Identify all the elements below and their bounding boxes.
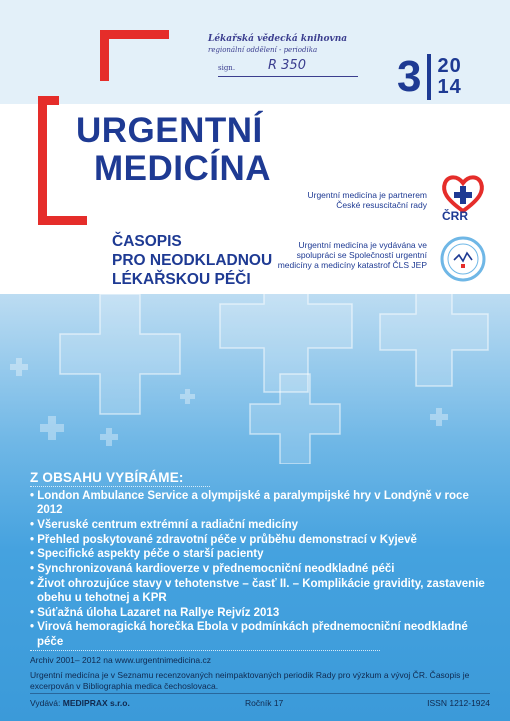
issue-num: 3 bbox=[397, 52, 422, 101]
publisher bbox=[30, 698, 130, 708]
journal-title bbox=[76, 112, 271, 188]
red-bracket-left bbox=[38, 96, 59, 165]
toc-list bbox=[30, 489, 490, 649]
stamp-signature: R 350 bbox=[268, 58, 306, 73]
journal-subtitle bbox=[112, 232, 272, 289]
subtitle-line-1: ČASOPIS bbox=[112, 233, 182, 250]
red-bracket-top bbox=[100, 30, 169, 81]
issue-year-bottom: 14 bbox=[437, 76, 462, 98]
footer-divider bbox=[30, 650, 380, 651]
toc-item: • Všeruské centrum extrémní a radiační medicíny bbox=[30, 518, 490, 532]
toc-item: • Přehled poskytované zdravotní péče v průběhu demonstrací v Kyjevě bbox=[30, 533, 490, 547]
issue-year bbox=[437, 56, 461, 98]
stamp-signature-line bbox=[218, 60, 358, 77]
title-line-2: MEDICÍNA bbox=[94, 149, 272, 188]
issn: ISSN 1212-1924 bbox=[427, 698, 490, 708]
stamp-line-2: regionální oddělení - periodika bbox=[208, 46, 318, 54]
subtitle-line-3: LÉKAŘSKOU PÉČI bbox=[112, 271, 251, 288]
toc-item: • Súťažná úloha Lazaret na Rallye Rejvíz 2013 bbox=[30, 606, 490, 620]
publisher-name: MEDIPRAX s.r.o. bbox=[62, 698, 130, 708]
issue-year-top: 20 bbox=[437, 55, 462, 77]
publisher-label: Vydává: bbox=[30, 698, 61, 708]
stamp-signature-prefix: sign. bbox=[218, 64, 236, 72]
toc-item: • Synchronizovaná kardioverze v přednemocniční neodkladné péči bbox=[30, 562, 490, 576]
library-stamp bbox=[208, 34, 358, 90]
toc-item: • London Ambulance Service a olympijské a paralympijské hry v Londýně v roce 2012 bbox=[30, 489, 490, 517]
decorative-crosses bbox=[0, 294, 510, 464]
table-of-contents bbox=[30, 470, 490, 649]
bottom-divider bbox=[30, 693, 490, 694]
toc-item: • Život ohrozujúce stavy v tehotenstve – časť II. – Komplikácie gravidity, zastavenie obehu u tehotnej a KPR bbox=[30, 577, 490, 605]
toc-heading: Z OBSAHU VYBÍRÁME: bbox=[30, 470, 210, 487]
crr-partner-text: Urgentní medicína je partnerem České resuscitační rady bbox=[307, 190, 427, 210]
volume: Ročník 17 bbox=[245, 698, 284, 708]
toc-item: • Virová hemoragická horečka Ebola v podmínkách přednemocniční neodkladné péče bbox=[30, 620, 490, 648]
crr-logo-label: ČRR bbox=[442, 209, 468, 223]
issue-divider bbox=[427, 54, 431, 100]
title-line-1: URGENTNÍ bbox=[76, 111, 263, 150]
jep-partner-text: Urgentní medicína je vydávána ve spolupráci se Společností urgentní medicíny a medicíny katastrof ČLS JEP bbox=[277, 240, 427, 270]
archive-note: Archiv 2001– 2012 na www.urgentnimedicina.cz bbox=[30, 655, 211, 665]
society-seal-icon bbox=[440, 236, 486, 282]
register-note: Urgentní medicína je v Seznamu recenzovaných neimpaktovaných periodik Rady pro výzkum a vývoj ČR. Časopis je excerpován v Bibliographia medica čechoslovaca. bbox=[30, 670, 470, 691]
subtitle-line-2: PRO NEODKLADNOU bbox=[112, 252, 273, 269]
stamp-line-1: Lékařská vědecká knihovna bbox=[208, 34, 348, 44]
issue-number bbox=[397, 50, 462, 104]
toc-item: • Specifické aspekty péče o starší pacienty bbox=[30, 547, 490, 561]
